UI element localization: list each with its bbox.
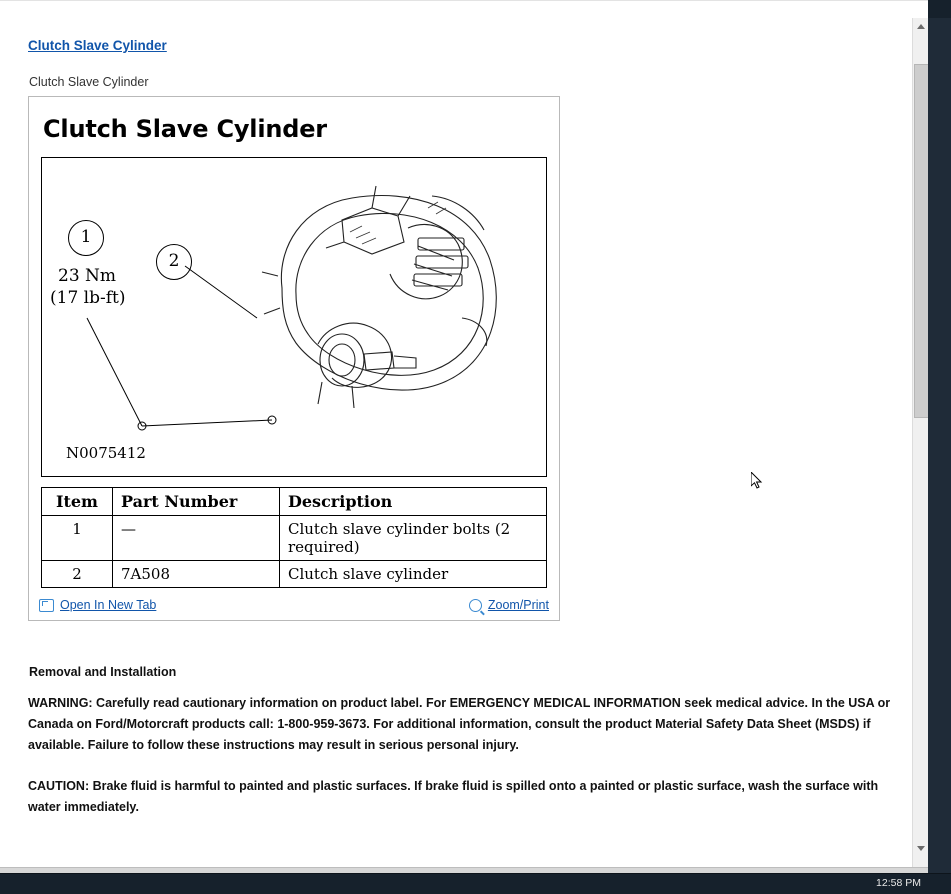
document-pane (0, 18, 928, 874)
taskbar-clock[interactable]: 12:58 PM (876, 877, 921, 889)
scroll-up-arrow[interactable] (913, 18, 928, 34)
cell-part-number: — (113, 516, 280, 561)
page-title[interactable]: Clutch Slave Cylinder (28, 38, 167, 53)
figure-card (28, 96, 560, 621)
callout-1-torque-imperial: (17 lb-ft) (50, 288, 126, 308)
vertical-scrollbar[interactable] (912, 18, 928, 874)
cell-description: Clutch slave cylinder bolts (2 required) (280, 516, 547, 561)
parts-table (41, 487, 547, 588)
taskbar[interactable] (0, 873, 951, 894)
column-header-description: Description (280, 488, 547, 516)
callout-1: 1 (68, 220, 104, 256)
open-in-new-tab-button[interactable] (39, 598, 156, 612)
callout-leader-lines (42, 158, 546, 476)
parts-table-header-row (42, 488, 547, 516)
figure-action-bar (29, 592, 559, 620)
right-rail (928, 0, 951, 894)
table-row (42, 516, 547, 561)
cell-part-number: 7A508 (113, 561, 280, 588)
figure-drawing[interactable] (41, 157, 547, 477)
cell-item: 2 (42, 561, 113, 588)
figure-caption: Clutch Slave Cylinder (29, 75, 149, 89)
column-header-part-number: Part Number (113, 488, 280, 516)
top-band (0, 0, 951, 19)
callout-1-torque-metric: 23 Nm (58, 266, 117, 286)
section-heading-removal-and-installation: Removal and Installation (29, 665, 177, 679)
zoom-icon (469, 599, 482, 612)
figure-body (29, 97, 559, 592)
scrollbar-thumb[interactable] (914, 64, 929, 418)
zoom-print-label: Zoom/Print (487, 598, 549, 612)
callout-2: 2 (156, 244, 192, 280)
new-tab-icon (39, 599, 54, 612)
open-in-new-tab-label: Open In New Tab (60, 598, 157, 612)
figure-drawing-code: N0075412 (66, 444, 146, 462)
right-rail-top (928, 0, 951, 18)
caution-notice: CAUTION: Brake fluid is harmful to painted and plastic surfaces. If brake fluid is spilled onto a painted or plastic surface, wash the surface with water immediately. (28, 779, 879, 814)
cell-description: Clutch slave cylinder (280, 561, 547, 588)
warning-notice: WARNING: Carefully read cautionary information on product label. For EMERGENCY MEDICAL INFORMATION seek medical advice. In the USA or Canada on Ford/Motorcraft products call: 1-800-959-3673. For additional information, consult the product Material Safety Data Sheet (MSDS) if available. Failure to follow these instructions may result in serious personal injury. (28, 696, 891, 752)
cell-item: 1 (42, 516, 113, 561)
figure-heading: Clutch Slave Cylinder (43, 115, 327, 143)
zoom-print-button[interactable] (469, 598, 549, 612)
scroll-down-arrow[interactable] (913, 840, 928, 856)
column-header-item: Item (42, 488, 113, 516)
table-row (42, 561, 547, 588)
